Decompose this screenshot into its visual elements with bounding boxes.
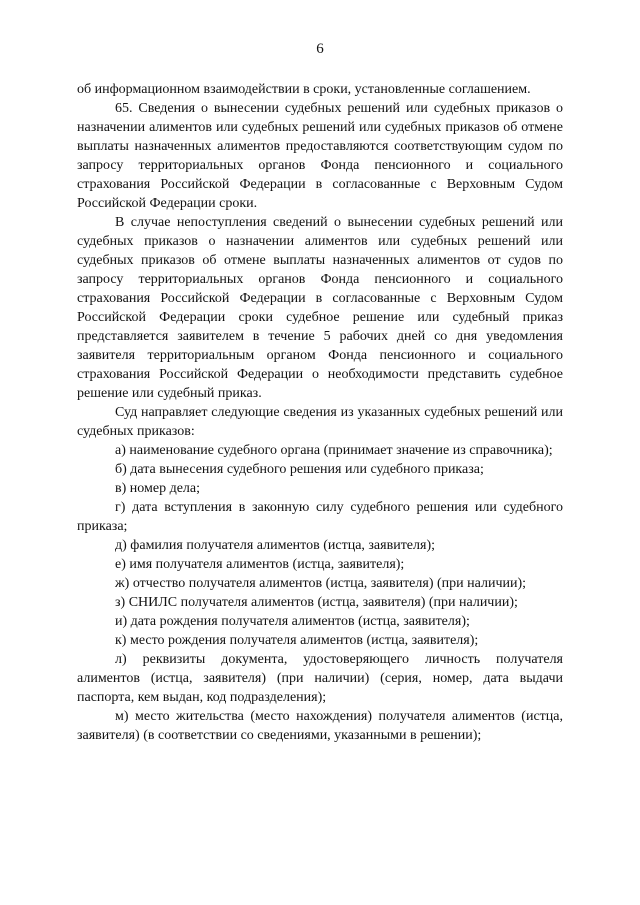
- list-item-v: в) номер дела;: [115, 481, 200, 496]
- paragraph-item-65: 65. Сведения о вынесении судебных решений или судебных приказов о назначении алиментов или судебных решений или судебных приказов об отмене выплаты назначенных алиментов предоставляются соответствующим судом по запросу территориальных органов Фонда пенсионного и социального страхования Российской Федерации в согласованные с Верховным Судом Российской Федерации сроки.: [77, 101, 563, 211]
- list-item-zh: ж) отчество получателя алиментов (истца, заявителя) (при наличии);: [115, 576, 527, 591]
- list-item-a: а) наименование судебного органа (принимает значение из справочника);: [115, 443, 553, 458]
- paragraph-non-receipt: В случае непоступления сведений о вынесении судебных решений или судебных приказов о назначении алиментов или судебных решений или судебных приказов об отмене выплаты назначенных алиментов от судов по запросу территориальных органов Фонда пенсионного и социального страхования Российской Федерации в согласованные с Верховным Судом Российской Федерации сроки судебное решение или судебный приказ представляется заявителем в течение 5 рабочих дней со дня уведомления заявителя территориальным органом Фонда пенсионного и социального страхования Российской Федерации о необходимости представить судебное решение или судебный приказ.: [77, 215, 563, 401]
- list-item-i: и) дата рождения получателя алиментов (истца, заявителя);: [115, 614, 470, 629]
- list-item-z: з) СНИЛС получателя алиментов (истца, заявителя) (при наличии);: [115, 595, 518, 610]
- paragraph-court-sends: Суд направляет следующие сведения из указанных судебных решений или судебных приказов:: [77, 405, 563, 439]
- list-item-d: д) фамилия получателя алиментов (истца, заявителя);: [115, 538, 435, 553]
- document-body: [77, 80, 563, 745]
- list-item-m: м) место жительства (место нахождения) получателя алиментов (истца, заявителя) (в соответствии со сведениями, указанными в решении);: [77, 709, 563, 743]
- list-item-e: е) имя получателя алиментов (истца, заявителя);: [115, 557, 405, 572]
- list-item-g: г) дата вступления в законную силу судебного решения или судебного приказа;: [77, 500, 563, 534]
- list-item-l: л) реквизиты документа, удостоверяющего личность получателя алиментов (истца, заявителя) (при наличии) (серия, номер, дата выдачи паспорта, кем выдан, код подразделения);: [77, 652, 563, 705]
- list-item-b: б) дата вынесения судебного решения или судебного приказа;: [115, 462, 484, 477]
- page-number: 6: [316, 41, 324, 57]
- list-item-k: к) место рождения получателя алиментов (истца, заявителя);: [115, 633, 479, 648]
- paragraph-continuation: об информационном взаимодействии в сроки, установленные соглашением.: [77, 82, 531, 97]
